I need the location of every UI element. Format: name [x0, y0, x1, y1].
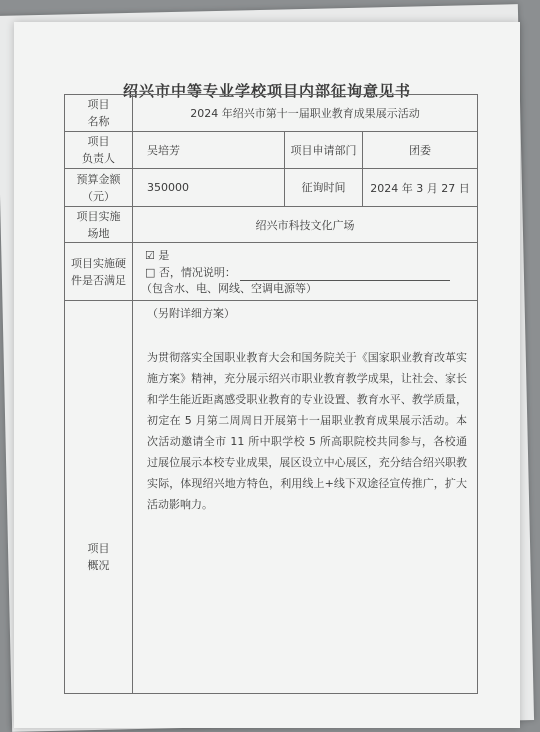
row-budget [65, 169, 478, 207]
value-project-name: 2024 年绍兴市第十一届职业教育成果展示活动 [133, 95, 478, 132]
document-title: 绍兴市中等专业学校项目内部征询意见书 [122, 82, 411, 100]
row-project-name [65, 95, 478, 132]
option-no-text: □ 否，情况说明： [145, 265, 236, 279]
value-responsible: 吴培芳 [133, 132, 285, 169]
label-department: 项目申请部门 [285, 132, 363, 169]
explanation-blank-line [240, 269, 450, 281]
label-overview [65, 301, 133, 694]
label-responsible [65, 132, 133, 169]
value-venue: 绍兴市科技文化广场 [133, 207, 478, 243]
value-budget: 350000 [133, 169, 285, 207]
consultation-form-table [64, 94, 478, 694]
value-department: 团委 [363, 132, 478, 169]
row-hardware [65, 243, 478, 301]
label-hardware-text: 项目实施硬 件是否满足 [71, 256, 126, 287]
row-venue [65, 207, 478, 243]
document-page [14, 22, 520, 728]
overview-sub-note: （另附详细方案） [147, 307, 235, 320]
row-overview [65, 301, 478, 694]
label-hardware [65, 243, 133, 301]
label-venue-text: 项目实施 场地 [76, 209, 121, 240]
option-no [133, 264, 477, 281]
label-consult-time: 征询时间 [285, 169, 363, 207]
label-budget [65, 169, 133, 207]
label-responsible-text: 项目 负责人 [82, 135, 115, 165]
value-overview [133, 301, 478, 694]
overview-body-text: 为贯彻落实全国职业教育大会和国务院关于《国家职业教育改革实施方案》精神，充分展示绍兴市职业教育教学成果，让社会、家长和学生能近距离感受职业教育的专业设置、教育水平、教学质量，初定在 5 月第二周周日开展第十一届职业教育成果展示活动。本次活动邀请全市 11 所中职学校 5 所高职院校共同参与，各校通过展位展示本校专业成果，展区设立中心展区，充分结合绍兴职教实际，体现绍兴地方特色，利用线上+线下双途径宣传推广，扩大活动影响力。 [147, 351, 468, 511]
label-budget-text: 预算金额 （元） [76, 172, 121, 203]
label-project-name [65, 95, 133, 132]
label-overview-text: 项目 概况 [87, 542, 110, 572]
option-yes: ☑ 是 [145, 248, 170, 262]
hardware-note: （包含水、电、网线、空调电源等） [141, 281, 317, 295]
value-consult-time: 2024 年 3 月 27 日 [363, 169, 478, 207]
label-project-name-text: 项目 名称 [87, 98, 110, 128]
value-hardware [133, 243, 478, 301]
row-responsible [65, 132, 478, 169]
label-venue [65, 207, 133, 243]
